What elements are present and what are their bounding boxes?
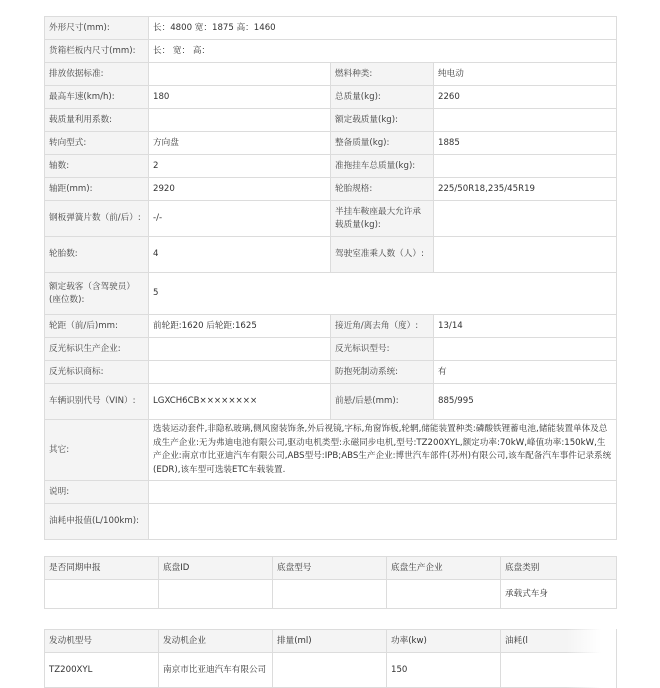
param-value: 13/14	[434, 315, 617, 338]
note-value	[149, 481, 617, 504]
param-row	[45, 338, 617, 361]
param-label: 前悬/后悬(mm):	[331, 384, 434, 420]
param-value: 长：4800 宽：1875 高：1460	[149, 17, 617, 40]
fuel-label: 油耗申报值(L/100km):	[45, 504, 149, 540]
param-label: 总质量(kg):	[331, 86, 434, 109]
param-value	[434, 201, 617, 237]
param-label: 轮胎规格:	[331, 178, 434, 201]
param-label: 反光标识生产企业:	[45, 338, 149, 361]
param-label: 货箱栏板内尺寸(mm):	[45, 40, 149, 63]
param-label: 轴数:	[45, 155, 149, 178]
param-value	[434, 109, 617, 132]
engine-header: 功率(kw)	[387, 630, 501, 653]
param-label: 外形尺寸(mm):	[45, 17, 149, 40]
param-value: 1885	[434, 132, 617, 155]
fuel-row	[45, 504, 617, 540]
param-value	[434, 338, 617, 361]
param-label: 额定载客（含驾驶员）(座位数):	[45, 273, 149, 315]
params-table	[44, 16, 617, 540]
chassis-header: 是否同期申报	[45, 557, 159, 580]
param-label: 轮胎数:	[45, 237, 149, 273]
fuel-value	[149, 504, 617, 540]
param-row	[45, 273, 617, 315]
engine-header: 发动机型号	[45, 630, 159, 653]
param-row	[45, 178, 617, 201]
param-label: 轴距(mm):	[45, 178, 149, 201]
param-label: 半挂车鞍座最大允许承载质量(kg):	[331, 201, 434, 237]
param-value	[434, 237, 617, 273]
param-value: 225/50R18,235/45R19	[434, 178, 617, 201]
engine-cell: 150	[387, 653, 501, 688]
param-row	[45, 201, 617, 237]
param-value	[434, 155, 617, 178]
param-value: 长： 宽： 高：	[149, 40, 617, 63]
other-value: 选装运动套件,非隐私玻璃,侧风窗装饰条,外后视镜,字标,角窗饰板,轮辋,储能装置种类:磷酸铁锂蓄电池,储能装置单体及总成生产企业:无为弗迪电池有限公司,驱动电机类型:永磁同步电机,型号:TZ200XYL,额定功率:70kW,峰值功率:150kW,生产企业:南京市比亚迪汽车有限公司,ABS型号:IPB;ABS生产企业:博世汽车部件(苏州)有限公司,该车配备汽车事件记录系统(EDR),该车型可选装ETC车载装置.	[149, 420, 617, 481]
chassis-header: 底盘型号	[273, 557, 387, 580]
engine-header: 发动机企业	[159, 630, 273, 653]
param-value	[149, 338, 331, 361]
param-row	[45, 384, 617, 420]
chassis-row	[45, 580, 617, 609]
param-label: 载质量利用系数:	[45, 109, 149, 132]
param-value: 有	[434, 361, 617, 384]
param-row	[45, 63, 617, 86]
param-value: 方向盘	[149, 132, 331, 155]
chassis-cell	[273, 580, 387, 609]
chassis-cell: 承载式车身	[501, 580, 617, 609]
engine-cell	[501, 653, 617, 688]
chassis-header: 底盘ID	[159, 557, 273, 580]
other-label: 其它:	[45, 420, 149, 481]
chassis-header: 底盘生产企业	[387, 557, 501, 580]
engine-cell	[273, 653, 387, 688]
param-label: 车辆识别代号（VIN）:	[45, 384, 149, 420]
param-label: 排放依据标准:	[45, 63, 149, 86]
param-value: 2	[149, 155, 331, 178]
note-row	[45, 481, 617, 504]
param-value: -/-	[149, 201, 331, 237]
param-row	[45, 17, 617, 40]
other-row	[45, 420, 617, 481]
param-label: 整备质量(kg):	[331, 132, 434, 155]
param-row	[45, 109, 617, 132]
engine-row	[45, 653, 617, 688]
param-label: 防抱死制动系统:	[331, 361, 434, 384]
param-value: 2920	[149, 178, 331, 201]
engine-header: 排量(ml)	[273, 630, 387, 653]
param-label: 轮距（前/后)mm:	[45, 315, 149, 338]
param-label: 接近角/离去角（度）:	[331, 315, 434, 338]
chassis-cell	[387, 580, 501, 609]
param-row	[45, 237, 617, 273]
note-label: 说明:	[45, 481, 149, 504]
param-value: 5	[149, 273, 617, 315]
param-value	[149, 361, 331, 384]
param-label: 驾驶室准乘人数（人）:	[331, 237, 434, 273]
param-label: 反光标识型号:	[331, 338, 434, 361]
param-row	[45, 361, 617, 384]
param-value: 纯电动	[434, 63, 617, 86]
engine-header: 油耗(l	[501, 630, 617, 653]
param-value: LGXCH6CB××××××××	[149, 384, 331, 420]
engine-table	[44, 629, 617, 688]
param-label: 反光标识商标:	[45, 361, 149, 384]
param-label: 钢板弹簧片数（前/后）:	[45, 201, 149, 237]
param-value	[149, 109, 331, 132]
param-row	[45, 315, 617, 338]
param-value: 前轮距:1620 后轮距:1625	[149, 315, 331, 338]
engine-cell: TZ200XYL	[45, 653, 159, 688]
param-value	[149, 63, 331, 86]
chassis-cell	[159, 580, 273, 609]
param-label: 转向型式:	[45, 132, 149, 155]
param-label: 燃料种类:	[331, 63, 434, 86]
param-value: 2260	[434, 86, 617, 109]
param-value: 885/995	[434, 384, 617, 420]
engine-header-row	[45, 630, 617, 653]
param-value: 180	[149, 86, 331, 109]
engine-cell: 南京市比亚迪汽车有限公司	[159, 653, 273, 688]
chassis-cell	[45, 580, 159, 609]
chassis-header-row	[45, 557, 617, 580]
param-label: 准拖挂车总质量(kg):	[331, 155, 434, 178]
chassis-header: 底盘类别	[501, 557, 617, 580]
param-label: 最高车速(km/h):	[45, 86, 149, 109]
param-label: 额定载质量(kg):	[331, 109, 434, 132]
param-row	[45, 86, 617, 109]
param-value: 4	[149, 237, 331, 273]
param-row	[45, 155, 617, 178]
param-row	[45, 40, 617, 63]
param-row	[45, 132, 617, 155]
chassis-table	[44, 556, 617, 609]
